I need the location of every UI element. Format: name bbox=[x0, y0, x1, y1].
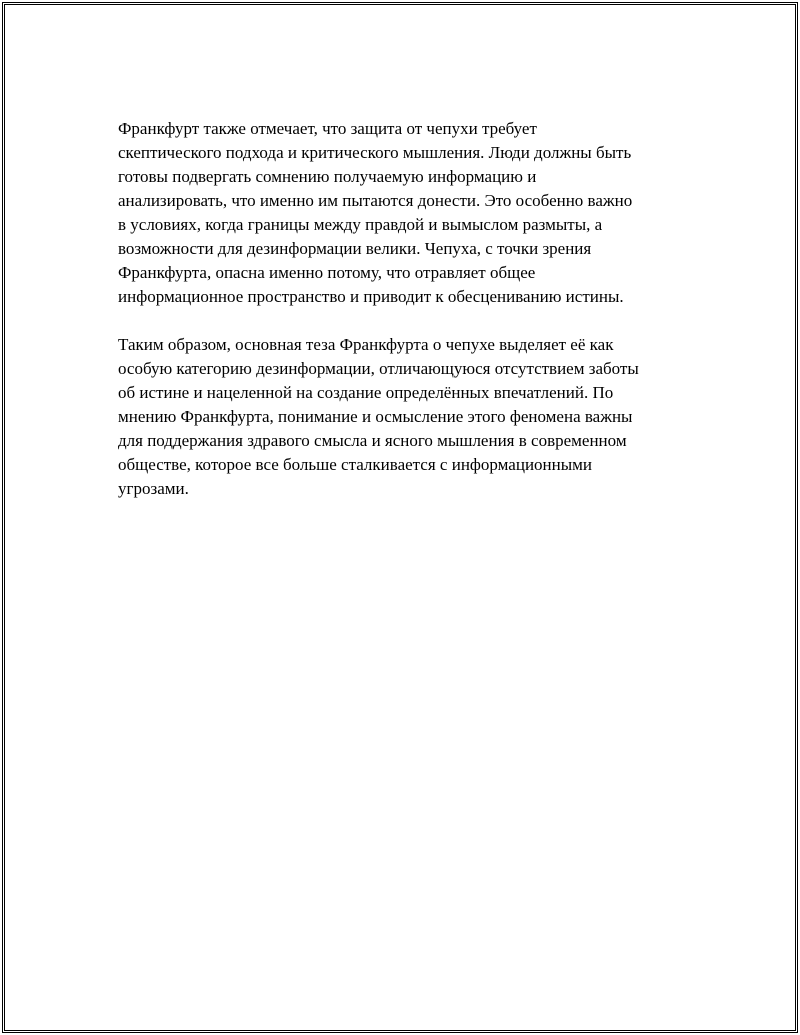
paragraph-line: возможности для дезинформации велики. Чепуха, с точки зрения bbox=[118, 239, 592, 258]
paragraph-line: угрозами. bbox=[118, 479, 189, 498]
paragraph-line: особую категорию дезинформации, отличающуюся отсутствием заботы bbox=[118, 359, 639, 378]
document-body bbox=[118, 117, 700, 525]
paragraph-line: скептического подхода и критического мышления. Люди должны быть bbox=[118, 143, 632, 162]
paragraph-line: готовы подвергать сомнению получаемую информацию и bbox=[118, 167, 537, 186]
paragraph-line: анализировать, что именно им пытаются донести. Это особенно важно bbox=[118, 191, 633, 210]
paragraph-line: обществе, которое все больше сталкивается с информационными bbox=[118, 455, 593, 474]
paragraph-line: Таким образом, основная теза Франкфурта о чепухе выделяет её как bbox=[118, 335, 614, 354]
paragraph-line: об истине и нацеленной на создание определённых впечатлений. По bbox=[118, 383, 614, 402]
paragraph-line: информационное пространство и приводит к обесцениванию истины. bbox=[118, 287, 624, 306]
paragraph-2 bbox=[118, 333, 700, 501]
paragraph-line: в условиях, когда границы между правдой и вымыслом размыты, а bbox=[118, 215, 603, 234]
paragraph-line: мнению Франкфурта, понимание и осмысление этого феномена важны bbox=[118, 407, 633, 426]
paragraph-line: Франкфурта, опасна именно потому, что отравляет общее bbox=[118, 263, 536, 282]
paragraph-1 bbox=[118, 117, 700, 309]
paragraph-line: Франкфурт также отмечает, что защита от чепухи требует bbox=[118, 119, 537, 138]
paragraph-line: для поддержания здравого смысла и ясного мышления в современном bbox=[118, 431, 627, 450]
